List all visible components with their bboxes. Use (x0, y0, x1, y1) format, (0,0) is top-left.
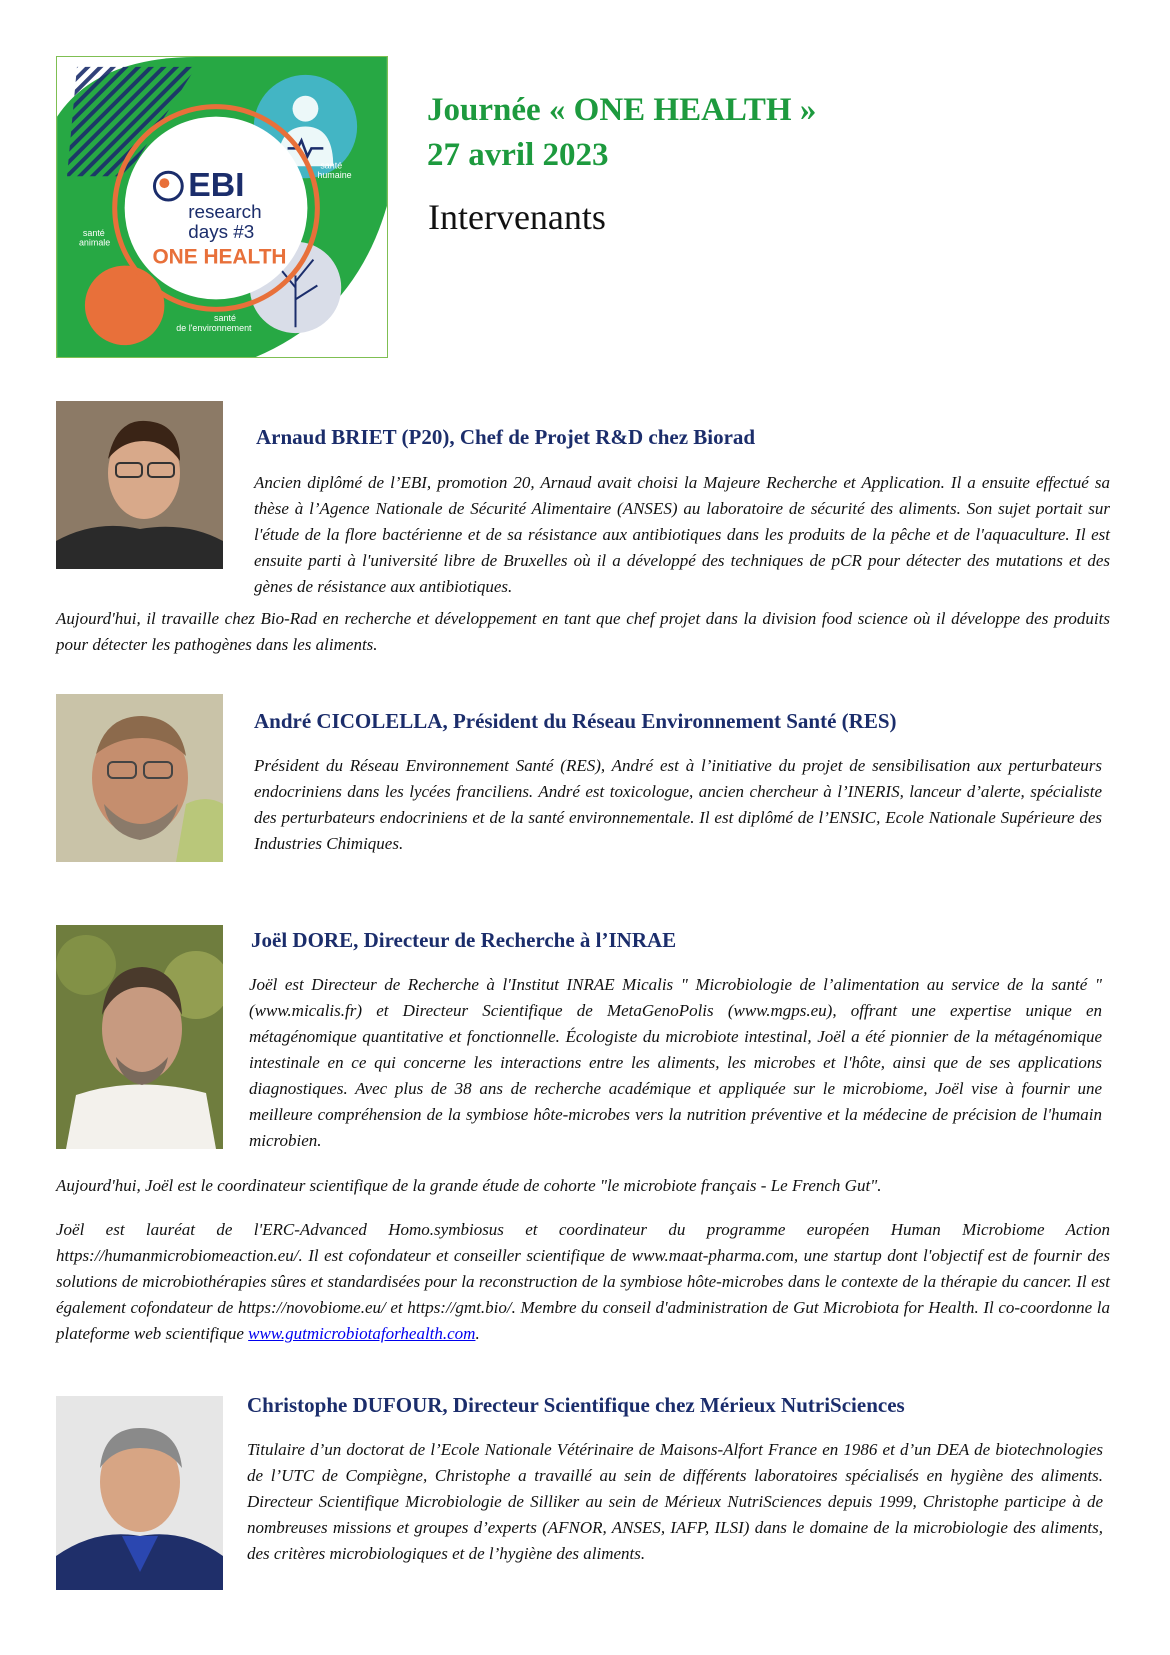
speaker-bio-long-text: Joël est lauréat de l'ERC-Advanced Homo.symbiosus et coordinateur du programme européen Human Microbiome Action https://humanmicrobiomeaction.eu/. Il est cofondateur et conseiller scientifique de www.maat-pharma.com, une startup dont l'objectif est de fournir des solutions de microbiothérapies sûres et standardisées pour la reconstruction de la symbiose hôte-microbes dans le contexte de la thérapie du cancer. Il est également cofondateur de https://novobiome.eu/ et https://gmt.bio/. Membre du conseil d'administration de Gut Microbiota for Health. Il co-coordonne la plateforme web scientifique (56, 1220, 1110, 1343)
svg-text:santé: santé (214, 313, 236, 324)
svg-text:santé: santé (320, 160, 343, 171)
event-title-line1: Journée « ONE HEALTH » (427, 92, 817, 128)
event-logo (56, 56, 388, 358)
animal-health-circle (85, 266, 164, 345)
svg-text:EBI: EBI (188, 166, 245, 205)
speaker-photo-dore (56, 925, 223, 1149)
speaker-name: Joël DORE, Directeur de Recherche à l’INRAE (251, 928, 677, 952)
speaker-photo-briet (56, 401, 223, 569)
speaker-bio-extra: Aujourd'hui, il travaille chez Bio-Rad en recherche et développement en tant que chef projet dans la division food science où il développe des produits pour détecter les pathogènes dans les aliments. (56, 609, 1110, 654)
svg-text:animale: animale (78, 237, 111, 248)
svg-text:ONE HEALTH: ONE HEALTH (152, 245, 287, 269)
svg-text:research: research (188, 200, 262, 222)
speaker-bio: Président du Réseau Environnement Santé (RES), André est à l’initiative du projet de sensibilisation aux perturbateurs endocriniens dans les lycées franciliens. André est toxicologue, ancien chercheur à l’INERIS, lanceur d’alerte, spécialiste des perturbateurs endocriniens et de la santé environnementale. Il est diplômé de l’ENSIC, Ecole Nationale Supérieure des Industries Chimiques. (254, 756, 1102, 853)
svg-text:santé: santé (82, 227, 105, 238)
speaker-photo-dufour (56, 1396, 223, 1590)
speaker-name: Arnaud BRIET (P20), Chef de Projet R&D chez Biorad (256, 425, 756, 449)
svg-text:days #3: days #3 (188, 220, 255, 242)
speaker-name: Christophe DUFOUR, Directeur Scientifique chez Mérieux NutriSciences (247, 1393, 905, 1417)
speaker-photo-cicolella (56, 694, 223, 862)
speaker-bio-extra: Aujourd'hui, Joël est le coordinateur scientifique de la grande étude de cohorte "le microbiote français - Le French Gut". (56, 1176, 882, 1195)
section-title: Intervenants (428, 197, 606, 237)
ebi-research-days-logo (57, 57, 387, 357)
speaker-bio: Titulaire d’un doctorat de l’Ecole Nationale Vétérinaire de Maisons-Alfort France en 1986 et d’un DEA de biotechnologies de l’UTC de Compiègne, Christophe a travaillé au sein de différents laboratoires spécialisés en hygiène des aliments. Directeur Scientifique Microbiologie de Silliker au sein de Mérieux NutriSciences depuis 1999, Christophe participe à de nombreuses missions et groupes d’experts (AFNOR, ANSES, IAFP, ILSI) dans le domaine de la microbiologie des aliments, des critères microbiologiques et de l’hygiène des aliments. (247, 1440, 1103, 1563)
speaker-bio-long: Joël est lauréat de l'ERC-Advanced Homo.symbiosus et coordinateur du programme européen Human Microbiome Action https://humanmicrobiomeaction.eu/. Il est cofondateur et conseiller scientifique de www.maat-pharma.com, une startup dont l'objectif est de fournir des solutions de microbiothérapies sûres et standardisées pour la reconstruction de la symbiose hôte-microbes dans le contexte de la thérapie du cancer. Il est également cofondateur de https://novobiome.eu/ et https://gmt.bio/. Membre du conseil d'administration de Gut Microbiota for Health. Il co-coordonne la plateforme web scientifique www.gutmicrobiotaforhealth.com. (56, 1220, 1110, 1343)
gutmicrobiota-link[interactable]: www.gutmicrobiotaforhealth.com (248, 1324, 476, 1343)
speaker-name: André CICOLELLA, Président du Réseau Environnement Santé (RES) (254, 709, 897, 733)
svg-text:de l'environnement: de l'environnement (176, 323, 252, 334)
svg-text:humaine: humaine (317, 170, 352, 181)
event-date: 27 avril 2023 (427, 137, 609, 173)
speaker-bio: Joël est Directeur de Recherche à l'Institut INRAE Micalis " Microbiologie de l’alimentation au service de la santé " (www.micalis.fr) et Directeur Scientifique de MetaGenoPolis (www.mgps.eu), offrant une expertise unique en métagénomique quantitative et fonctionnelle. Écologiste du microbiote intestinal, Joël a été pionnier de la métagénomique intestinale en ce qui concerne les interactions entre les aliments, les microbes et l'hôte, ainsi que de ses applications diagnostiques. Avec plus de 38 ans de recherche académique et appliquée sur le microbiome, Joël vise à fournir une meilleure compréhension de la symbiose hôte-microbes vers la nutrition préventive et la médecine de précision de l'humain microbien. (249, 975, 1102, 1150)
event-title (427, 88, 816, 178)
speaker-bio: Ancien diplômé de l’EBI, promotion 20, Arnaud avait choisi la Majeure Recherche et Application. Il a ensuite effectué sa thèse à l’Agence Nationale de Sécurité Alimentaire (ANSES) au laboratoire de sécurité des aliments. Son sujet portait sur l'étude de la flore bactérienne et de sa résistance aux antibiotiques dans les produits de la pêche et de l'aquaculture. Il est ensuite parti à l'université libre de Bruxelles où il a développé des techniques de pCR pour détecter des mutations et des gènes de résistance aux antibiotiques. (254, 473, 1110, 596)
